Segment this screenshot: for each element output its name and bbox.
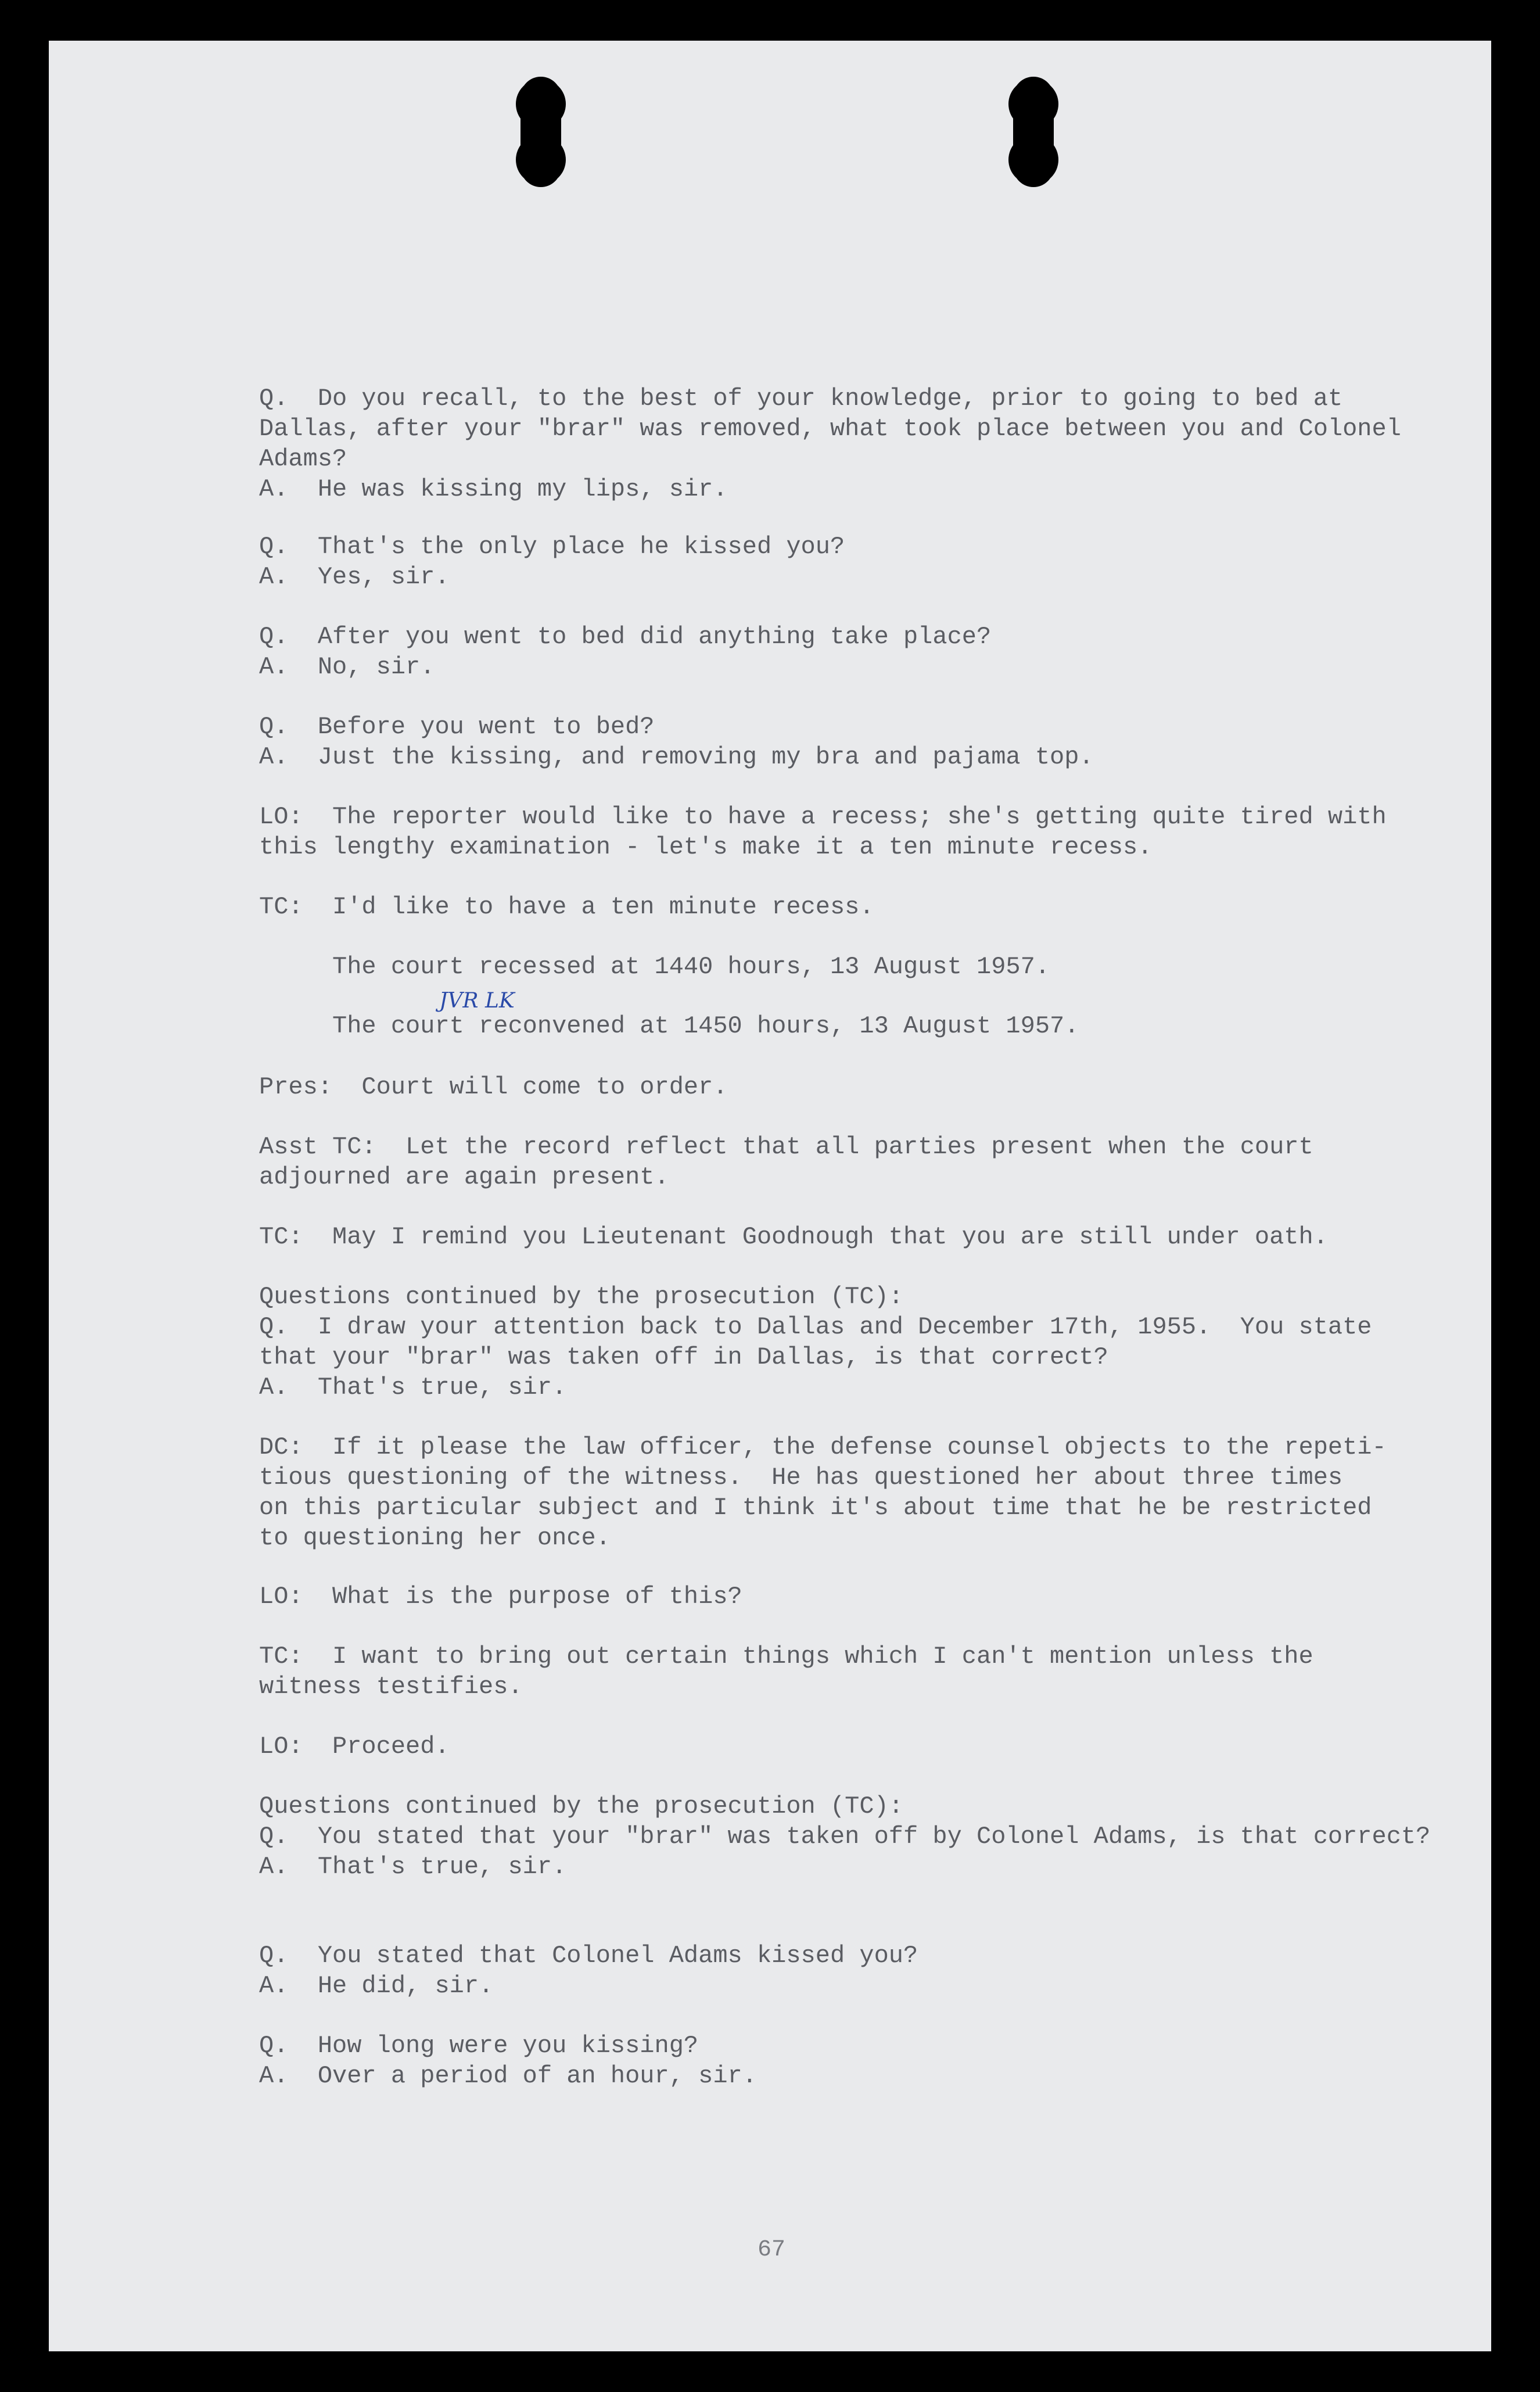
transcript-line: Q. Before you went to bed? xyxy=(259,713,655,741)
transcript-line: LO: Proceed. xyxy=(259,1733,450,1760)
transcript-line: on this particular subject and I think it's about time that he be restricted xyxy=(259,1494,1372,1522)
transcript-line: Q. I draw your attention back to Dallas and December 17th, 1955. You state xyxy=(259,1313,1372,1341)
transcript-line: Adams? xyxy=(259,445,347,473)
transcript-line: A. That's true, sir. xyxy=(259,1853,567,1881)
transcript-line: The court recessed at 1440 hours, 13 August 1957. xyxy=(259,953,1050,981)
transcript-line: Q. You stated that your "brar" was taken off by Colonel Adams, is that correct? xyxy=(259,1823,1431,1851)
transcript-line: A. No, sir. xyxy=(259,653,435,681)
transcript-line: A. He did, sir. xyxy=(259,1972,494,2000)
transcript-line: tious questioning of the witness. He has questioned her about three times xyxy=(259,1464,1343,1491)
transcript-line: witness testifies. xyxy=(259,1673,523,1701)
transcript-line: The court reconvened at 1450 hours, 13 August 1957. xyxy=(259,1012,1079,1040)
transcript-paragraph xyxy=(259,892,874,922)
transcript-paragraph xyxy=(259,622,991,682)
transcript-line: Q. After you went to bed did anything take place? xyxy=(259,623,992,651)
transcript-paragraph xyxy=(259,1731,450,1762)
transcript-paragraph xyxy=(259,1072,728,1102)
transcript-paragraph xyxy=(259,2031,757,2091)
punch-hole-left xyxy=(520,77,561,187)
transcript-line: Q. That's the only place he kissed you? xyxy=(259,533,845,561)
transcript-line: Pres: Court will come to order. xyxy=(259,1073,728,1101)
transcript-line: that your "brar" was taken off in Dallas, is that correct? xyxy=(259,1343,1108,1371)
transcript-paragraph xyxy=(259,802,1387,862)
transcript-line: A. Over a period of an hour, sir. xyxy=(259,2062,757,2090)
transcript-paragraph xyxy=(259,1941,918,2001)
transcript-line: to questioning her once. xyxy=(259,1524,611,1552)
transcript-paragraph xyxy=(259,1282,1372,1403)
transcript-line: LO: The reporter would like to have a recess; she's getting quite tired with xyxy=(259,803,1387,831)
transcript-paragraph xyxy=(259,1791,1430,1882)
transcript-line: Questions continued by the prosecution (TC): xyxy=(259,1792,903,1820)
handwritten-annotation: JVR LK xyxy=(439,989,515,1013)
transcript-line: adjourned are again present. xyxy=(259,1163,669,1191)
transcript-line: TC: I want to bring out certain things which I can't mention unless the xyxy=(259,1643,1313,1670)
transcript-paragraph xyxy=(259,532,845,592)
transcript-line: TC: I'd like to have a ten minute recess. xyxy=(259,893,874,921)
transcript-line: A. Yes, sir. xyxy=(259,563,450,591)
transcript-line: A. He was kissing my lips, sir. xyxy=(259,475,728,503)
page-number: 67 xyxy=(758,2237,786,2263)
transcript-line: Q. How long were you kissing? xyxy=(259,2032,699,2060)
transcript-line: DC: If it please the law officer, the defense counsel objects to the repeti- xyxy=(259,1433,1387,1461)
transcript-paragraph xyxy=(259,1641,1313,1702)
transcript-line: A. That's true, sir. xyxy=(259,1373,567,1401)
punch-hole-right xyxy=(1013,77,1054,187)
transcript-paragraph xyxy=(259,712,1094,772)
transcript-paragraph xyxy=(259,952,1050,982)
transcript-line: Questions continued by the prosecution (TC): xyxy=(259,1283,903,1311)
transcript-line: A. Just the kissing, and removing my bra and pajama top. xyxy=(259,743,1094,771)
transcript-line: this lengthy examination - let's make it a ten minute recess. xyxy=(259,833,1153,861)
transcript-paragraph xyxy=(259,1132,1313,1192)
transcript-paragraph xyxy=(259,1222,1328,1252)
transcript-paragraph xyxy=(259,1581,742,1612)
transcript-line: TC: May I remind you Lieutenant Goodnough that you are still under oath. xyxy=(259,1223,1328,1251)
transcript-line: Asst TC: Let the record reflect that all parties present when the court xyxy=(259,1133,1313,1161)
transcript-line: Dallas, after your "brar" was removed, what took place between you and Colonel xyxy=(259,415,1401,443)
transcript-paragraph xyxy=(259,1011,1079,1041)
transcript-line: Q. Do you recall, to the best of your knowledge, prior to going to bed at xyxy=(259,385,1343,413)
transcript-line: Q. You stated that Colonel Adams kissed you? xyxy=(259,1942,918,1970)
document-page xyxy=(49,41,1491,2351)
transcript-paragraph xyxy=(259,383,1401,504)
transcript-line: LO: What is the purpose of this? xyxy=(259,1583,742,1611)
transcript-paragraph xyxy=(259,1432,1387,1553)
